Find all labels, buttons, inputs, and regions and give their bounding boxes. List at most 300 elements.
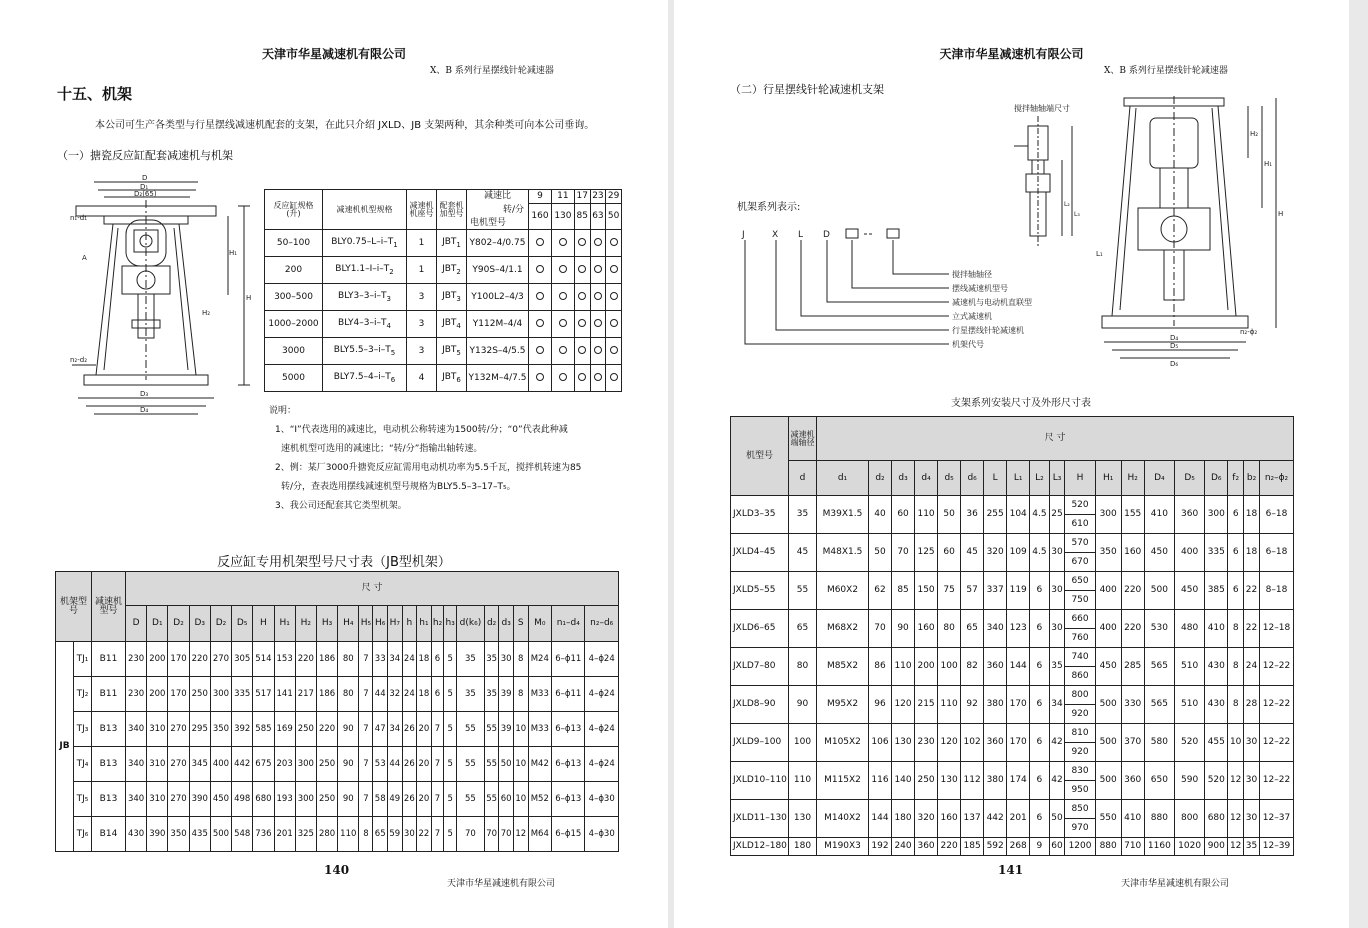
jb-cell: 435 [189,817,210,852]
jb-cell: 675 [253,747,274,782]
jb-col-header: d₃ [499,606,514,642]
jx-cell: 8 [1228,610,1244,648]
jb-table-title: 反应缸专用机架型号尺寸表（JB型机架） [217,555,451,570]
jb-cell: 270 [168,782,189,817]
sel-volume: 1000–2000 [265,311,323,338]
jx-cell: 12–39 [1260,838,1294,856]
jx-cell: 30 [1049,534,1065,572]
jb-row [56,677,619,712]
jx-cell: 109 [1007,534,1030,572]
legend-5: 机架代号 [952,340,984,349]
sel-option-cell [590,365,606,392]
series-subtitle: X、B 系列行星摆线针轮减速器 [1104,66,1228,76]
sel-motor: Y100L2–4/3 [467,284,529,311]
jb-cell: 90 [338,782,359,817]
option-circle-icon [594,292,602,300]
jx-cell: 380 [984,762,1007,800]
jb-col-header: M₀ [528,606,552,642]
jb-col-header: D₁ [147,606,168,642]
jb-cell: 250 [295,712,316,747]
jx-row [731,686,1294,705]
jx-cell: 340 [984,610,1007,648]
jx-d1: M60X2 [817,572,869,610]
jb-col-header: H₃ [316,606,337,642]
jx-d1: M85X2 [817,648,869,686]
jb-cell: 35 [457,677,485,712]
th-rpm-3: 63 [590,204,606,230]
option-circle-icon [578,373,586,381]
jx-cell: 220 [1121,610,1144,648]
jx-cell: 200 [915,648,938,686]
jb-cell: 250 [189,677,210,712]
jb-col-header: H [253,606,274,642]
jb-cell: 7 [431,817,444,852]
sel-model-text: BLY7.5–4–i–T [333,371,391,382]
jx-d1: M105X2 [817,724,869,762]
jx-type: JXLD7–80 [731,648,789,686]
jx-cell: 30 [1049,572,1065,610]
drawing-label-L2: L₂ [1064,201,1070,208]
jb-frame-name: TJ₃ [74,712,92,747]
jx-h: 800 [1065,686,1095,705]
sel-motor: Y802–4/0.75 [467,230,529,257]
jb-cell: 80 [338,642,359,677]
jb-row [56,747,619,782]
drawing-label-D4: D₄ [140,406,149,414]
option-circle-icon [610,265,618,273]
jb-cell: 220 [316,712,337,747]
jb-cell: 300 [295,782,316,817]
jb-cell: 350 [168,817,189,852]
th-ratio-1: 11 [551,190,574,204]
jx-cell: 880 [1095,838,1121,856]
jx-cell: 330 [1121,686,1144,724]
jb-col-header: n₂–d₆ [585,606,619,642]
sel-option-cell [551,365,574,392]
jb-col-header: D [126,606,147,642]
option-circle-icon [594,265,602,273]
jx-th-shaft: 减速机端轴径 [789,417,817,461]
jx-cell: 201 [1007,800,1030,838]
jx-row [731,800,1294,819]
jb-frame-name: TJ₅ [74,782,92,817]
th-ratio-3: 23 [590,190,606,204]
jx-cell: 680 [1205,800,1228,838]
sel-frame [437,230,467,257]
jx-cell: 6–18 [1260,534,1294,572]
jx-cell: 12 [1228,838,1244,856]
jx-col-header: n₂–ϕ₂ [1260,461,1294,496]
jx-h: 920 [1065,743,1095,762]
th-rpm: 转/分 [467,204,529,218]
jb-cell: 35 [484,677,499,712]
jx-shaft: 180 [789,838,817,856]
jx-d1: M140X2 [817,800,869,838]
jx-cell: 12 [1228,800,1244,838]
jx-cell: 337 [984,572,1007,610]
jx-d1: M68X2 [817,610,869,648]
option-circle-icon [559,292,567,300]
option-circle-icon [594,346,602,354]
jx-cell: 86 [869,648,892,686]
jx-cell: 65 [961,610,984,648]
sel-option-cell [574,365,590,392]
jx-cell: 360 [984,648,1007,686]
jx-cell: 320 [984,534,1007,572]
jb-cell: 6–ϕ13 [552,712,585,747]
jx-cell: 104 [1007,496,1030,534]
jb-cell: 200 [147,677,168,712]
jb-cell: 400 [210,747,231,782]
jb-cell: 10 [513,747,528,782]
company-header: 天津市华星减速机有限公司 [939,47,1084,61]
jb-cell: 220 [189,642,210,677]
th-rpm-1: 130 [551,204,574,230]
left-page [0,0,668,928]
jx-cell: 650 [1144,762,1174,800]
jb-cell: 350 [210,712,231,747]
jb-cell: 514 [253,642,274,677]
jx-h: 660 [1065,610,1095,629]
option-circle-icon [536,319,544,327]
sel-option-cell [606,230,622,257]
jx-cell: 410 [1144,496,1174,534]
jx-cell: 580 [1144,724,1174,762]
jx-cell: 500 [1095,762,1121,800]
option-circle-icon [610,373,618,381]
jx-cell: 6 [1030,686,1049,724]
jb-cell: 22 [417,817,432,852]
option-circle-icon [559,238,567,246]
jx-cell: 255 [984,496,1007,534]
jb-group-label: JB [56,642,74,852]
th-ratio: 减速比 [467,190,529,204]
jb-col-header: H₂ [295,606,316,642]
sel-option-cell [574,311,590,338]
jx-cell: 510 [1174,648,1204,686]
option-circle-icon [578,346,586,354]
jx-col-header: d₃ [892,461,915,496]
jx-col-header: d₄ [915,461,938,496]
jb-cell: 26 [402,747,417,782]
sel-frame-sub: 1 [456,240,461,249]
sel-row [265,230,622,257]
jb-cell: 450 [210,782,231,817]
jx-cell: 96 [869,686,892,724]
note-2a: 2、例：某厂3000升搪瓷反应缸需用电动机功率为5.5千瓦，搅拌机转速为85 [275,463,582,473]
jx-row [731,610,1294,629]
jb-cell: 6–ϕ11 [552,677,585,712]
jb-cell: 30 [499,642,514,677]
jb-cell: 310 [147,712,168,747]
sel-option-cell [551,230,574,257]
bracket-drawing [1094,96,1294,368]
drawing-label-A: A [82,254,87,262]
jx-h: 520 [1065,496,1095,515]
jb-cell: 335 [232,677,253,712]
sel-frame-sub: 2 [456,267,461,276]
drawing-label-H: H [246,294,252,302]
jx-cell: 6 [1228,534,1244,572]
jb-cell: 6–ϕ13 [552,782,585,817]
note-1b: 速机机型可选用的减速比；“转/分”指输出轴转速。 [281,444,483,454]
jx-cell: 144 [1007,648,1030,686]
jx-cell: 90 [892,610,915,648]
jb-cell: 340 [126,747,147,782]
jx-cell: 12–18 [1260,610,1294,648]
jb-cell: 65 [373,817,388,852]
jx-row [731,534,1294,553]
jb-cell: 217 [295,677,316,712]
jb-frame-name: TJ₂ [74,677,92,712]
sel-option-cell [529,284,552,311]
jb-cell: 153 [274,642,295,677]
jb-cell: 310 [147,747,168,782]
jx-type: JXLD5–55 [731,572,789,610]
sel-volume: 50–100 [265,230,323,257]
jx-d1: M48X1.5 [817,534,869,572]
jb-cell: 203 [274,747,295,782]
jb-cell: 250 [316,782,337,817]
drawing-label-D: D [142,174,148,182]
jx-cell: 300 [1205,496,1228,534]
jb-cell: 60 [499,782,514,817]
jx-cell: 130 [938,762,961,800]
jx-cell: 6 [1228,572,1244,610]
jb-cell: 7 [431,712,444,747]
jx-cell: 6 [1030,800,1049,838]
drawing-label-L3: L₃ [1074,211,1080,218]
jb-cell: 32 [387,677,402,712]
jb-reducer: B14 [92,817,126,852]
jb-cell: 7 [359,642,373,677]
th-rpm-0: 160 [529,204,552,230]
jx-cell: 18 [1244,534,1260,572]
jx-cell: 70 [892,534,915,572]
jx-cell: 520 [1205,762,1228,800]
jb-cell: 4–ϕ24 [585,677,619,712]
jx-cell: 144 [869,800,892,838]
sel-option-cell [590,284,606,311]
jx-cell: 12 [1228,762,1244,800]
sel-model [323,284,407,311]
jx-d1: M95X2 [817,686,869,724]
jx-cell: 430 [1205,686,1228,724]
jx-cell: 9 [1030,838,1049,856]
jb-cell: 7 [359,782,373,817]
jb-cell: 270 [168,747,189,782]
jx-cell: 880 [1144,800,1174,838]
table-title: 支架系列安装尺寸及外形尺寸表 [951,398,1091,409]
jx-type: JXLD3–35 [731,496,789,534]
jx-cell: 120 [938,724,961,762]
jx-type: JXLD4–45 [731,534,789,572]
jb-cell: 50 [499,747,514,782]
sel-model-text: BLY4–3–i–T [338,317,387,328]
sel-frame-sub: 5 [456,348,461,357]
jx-cell: 50 [869,534,892,572]
jx-cell: 137 [961,800,984,838]
sel-frame [437,365,467,392]
jb-cell: 59 [387,817,402,852]
jx-cell: 268 [1007,838,1030,856]
option-circle-icon [610,238,618,246]
option-circle-icon [578,265,586,273]
jx-cell: 170 [1007,686,1030,724]
jb-cell: 5 [444,642,457,677]
jb-cell: 55 [484,782,499,817]
jx-h: 610 [1065,515,1095,534]
jx-cell: 385 [1205,572,1228,610]
jx-cell: 116 [869,762,892,800]
sel-option-cell [574,230,590,257]
jx-col-header: f₂ [1228,461,1244,496]
jx-cell: 6 [1228,496,1244,534]
jx-cell: 592 [984,838,1007,856]
jx-cell: 8–18 [1260,572,1294,610]
jx-cell: 35 [1049,648,1065,686]
jx-cell: 10 [1228,724,1244,762]
sel-option-cell [574,338,590,365]
jx-cell: 6 [1030,724,1049,762]
jb-cell: 6 [431,677,444,712]
notes-block [269,402,629,516]
drawing-label-D5: D₅ [1170,342,1179,350]
jx-d1: M190X3 [817,838,869,856]
jb-cell: 4–ϕ30 [585,782,619,817]
jx-cell: 6 [1030,762,1049,800]
jx-cell: 24 [1244,648,1260,686]
jb-reducer: B13 [92,782,126,817]
jx-h: 1200 [1065,838,1095,856]
option-circle-icon [594,238,602,246]
jb-cell: 39 [499,677,514,712]
jx-type: JXLD12–180 [731,838,789,856]
jb-cell: 7 [359,677,373,712]
jb-cell: 53 [373,747,388,782]
sel-model-text: BLY5.5–3–i–T [333,344,391,355]
sel-frame [437,311,467,338]
jb-cell: 230 [126,642,147,677]
sel-motor: Y132M–4/7.5 [467,365,529,392]
jb-cell: 517 [253,677,274,712]
jx-h: 830 [1065,762,1095,781]
legend-0: 搅拌轴轴径 [952,270,992,279]
jx-cell: 185 [961,838,984,856]
jb-cell: 55 [457,747,485,782]
jx-cell: 360 [984,724,1007,762]
jb-reducer: B11 [92,677,126,712]
jb-cell: 201 [274,817,295,852]
option-circle-icon [578,292,586,300]
jb-cell: 110 [338,817,359,852]
jx-cell: 215 [915,686,938,724]
jx-cell: 8 [1228,648,1244,686]
jx-cell: 60 [892,496,915,534]
jx-h: 950 [1065,781,1095,800]
jb-cell: 4–ϕ24 [585,712,619,747]
jb-row [56,642,619,677]
th-model: 减速机机型规格 [323,190,407,230]
jx-cell: 220 [1121,572,1144,610]
th-ratio-2: 17 [574,190,590,204]
jb-col-header: h [402,606,417,642]
jb-cell: 186 [316,642,337,677]
option-circle-icon [610,292,618,300]
jx-cell: 12–22 [1260,724,1294,762]
sel-option-cell [551,338,574,365]
jb-cell: 340 [126,712,147,747]
jb-col-header: h₃ [444,606,457,642]
jx-shaft: 35 [789,496,817,534]
jx-cell: 530 [1144,610,1174,648]
jb-cell: 20 [417,747,432,782]
jb-cell: 220 [295,642,316,677]
note-1a: 1、“I”代表选用的减速比，电动机公称转速为1500转/分；“0”代表此种减 [275,425,568,435]
jx-cell: 900 [1205,838,1228,856]
jx-col-header: L [984,461,1007,496]
jx-cell: 1160 [1144,838,1174,856]
option-circle-icon [610,319,618,327]
drawing-label-D6: D₆ [1170,360,1179,368]
jx-cell: 450 [1095,648,1121,686]
jb-reducer: B11 [92,642,126,677]
jb-cell: 5 [444,817,457,852]
sel-row [265,365,622,392]
th-motor: 电机型号 [467,218,529,230]
jb-col-header: d₂ [484,606,499,642]
jb-cell: 47 [373,712,388,747]
jx-cell: 110 [938,686,961,724]
sel-option-cell [529,365,552,392]
jb-cell: 33 [373,642,388,677]
sel-option-cell [606,257,622,284]
jx-cell: 140 [892,762,915,800]
sub-heading: （二）行星摆线针轮减速机支架 [730,83,884,96]
jb-table [55,571,619,852]
jx-cell: 60 [938,534,961,572]
page-number: 140 [324,863,350,877]
jx-d1: M115X2 [817,762,869,800]
jb-col-header: D₅ [232,606,253,642]
jx-cell: 174 [1007,762,1030,800]
jx-cell: 150 [915,572,938,610]
jx-col-header: D₆ [1205,461,1228,496]
jb-cell: 300 [210,677,231,712]
sel-model [323,257,407,284]
jx-cell: 360 [915,838,938,856]
jb-cell: 26 [402,712,417,747]
jb-frame-name: TJ₄ [74,747,92,782]
right-page [674,0,1349,928]
jx-type: JXLD8–90 [731,686,789,724]
option-circle-icon [536,346,544,354]
jb-cell: 26 [402,782,417,817]
jb-cell: 10 [513,782,528,817]
jx-h: 740 [1065,648,1095,667]
jb-cell: 325 [295,817,316,852]
option-circle-icon [559,346,567,354]
jb-cell: 169 [274,712,295,747]
jb-cell: 7 [359,747,373,782]
sel-volume: 200 [265,257,323,284]
intro-text: 本公司可生产各类型与行星摆线减速机配套的支架，在此只介绍 JXLD、JB 支架两种，其余种类可向本公司垂询。 [95,120,595,131]
option-circle-icon [610,346,618,354]
sel-option-cell [606,311,622,338]
section-title: 十五、机架 [57,85,133,103]
jb-frame-drawing [68,170,258,420]
jx-h: 920 [1065,705,1095,724]
